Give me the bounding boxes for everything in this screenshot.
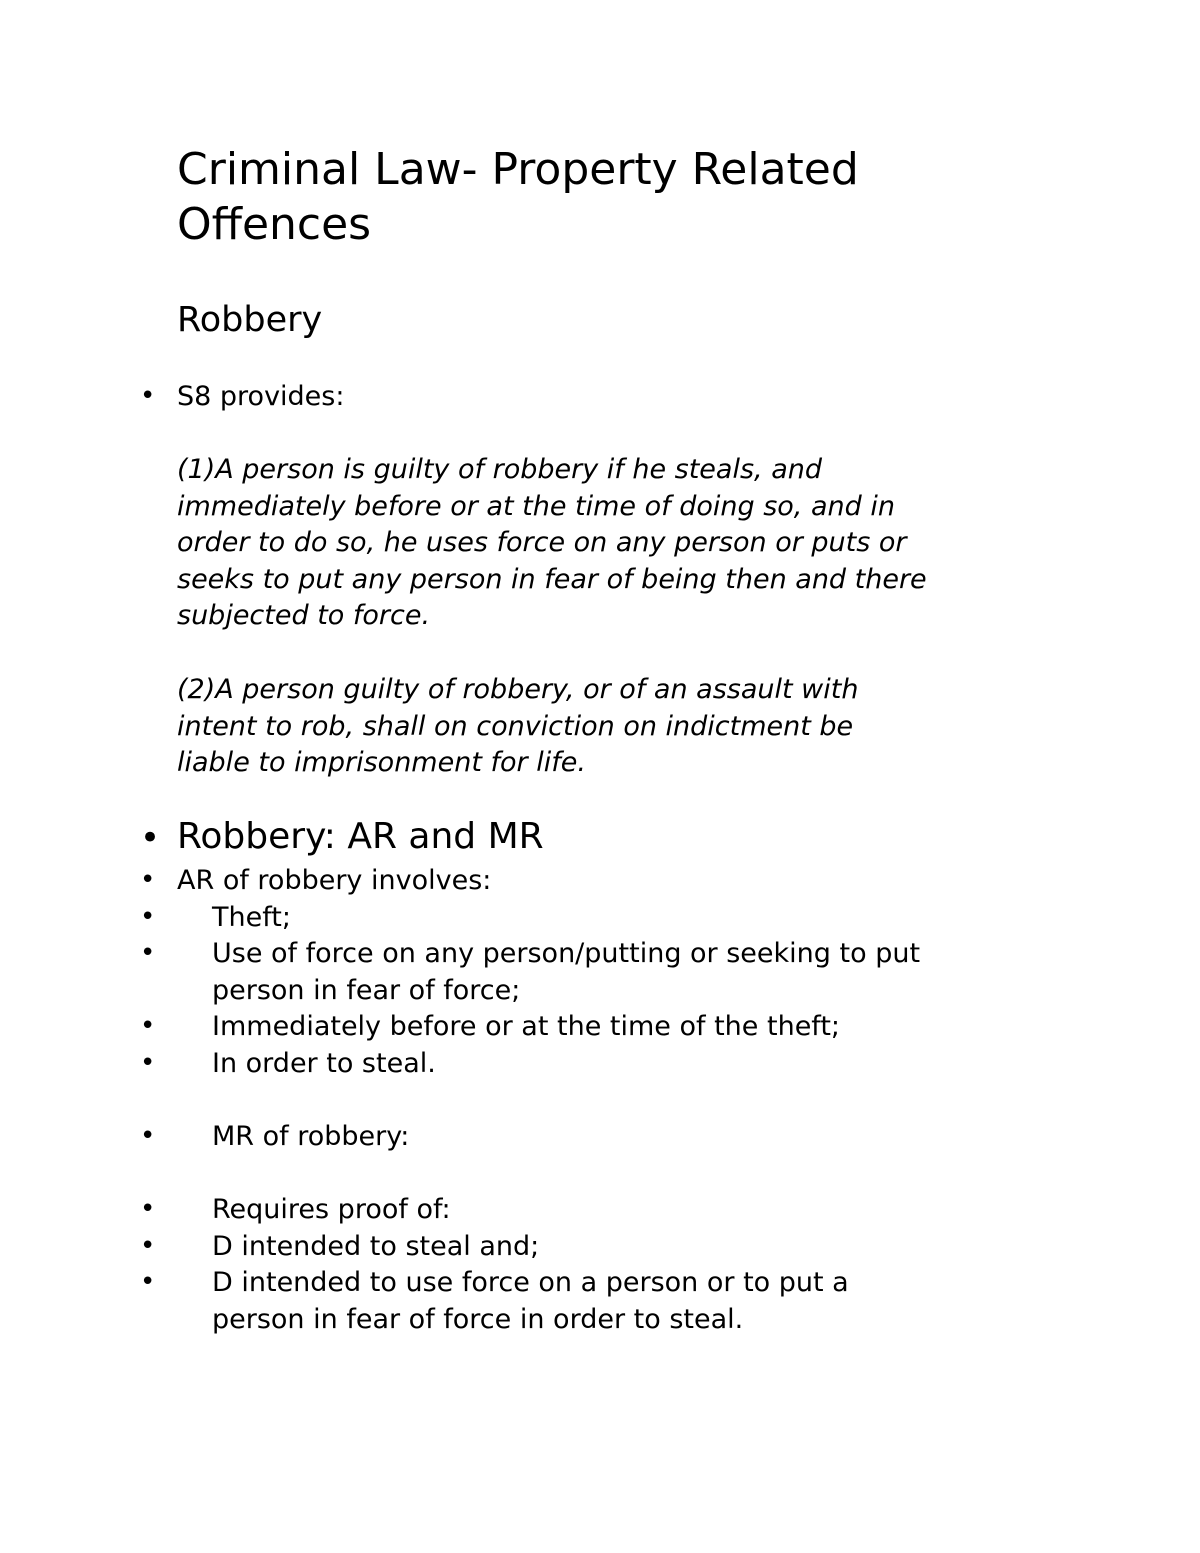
quote-1-line: immediately before or at the time of doing so, and in (177, 490, 895, 522)
quote-2-line: liable to imprisonment for life. (177, 747, 586, 778)
ar-item-timing: Immediately before or at the time of the theft; (212, 1011, 841, 1042)
mr-intro: MR of robbery: (212, 1121, 410, 1152)
bullet-marker: • (140, 1231, 156, 1261)
bullet-marker: • (140, 1267, 156, 1297)
ar-item-force-line-1: Use of force on any person/putting or seeking to put (212, 938, 921, 969)
statute-quote-1 (177, 452, 1077, 635)
bullet-marker: • (140, 381, 156, 411)
quote-1-line: subjected to force. (177, 600, 431, 631)
quote-1-line: seeks to put any person in fear of being then and there (177, 563, 927, 595)
ar-intro: AR of robbery involves: (177, 865, 492, 896)
mr-item-intent-steal: D intended to steal and; (212, 1231, 540, 1262)
section-heading-robbery: Robbery (177, 300, 323, 340)
bullet-marker: • (140, 902, 156, 932)
quote-1-line: (1)A person is guilty of robbery if he steals, and (177, 454, 822, 485)
ar-mr-heading: Robbery: AR and MR (177, 816, 544, 857)
quote-1-line: order to do so, he uses force on any person or puts or (177, 527, 907, 558)
quote-2-line: intent to rob, shall on conviction on indictment be (177, 710, 854, 742)
bullet-marker: • (140, 1194, 156, 1224)
bullet-marker: • (140, 1121, 156, 1151)
ar-item-purpose: In order to steal. (212, 1048, 436, 1079)
quote-2-line: (2)A person guilty of robbery, or of an assault with (177, 674, 859, 705)
mr-item-intent-force-line-2: person in fear of force in order to steal. (212, 1304, 744, 1335)
ar-item-theft: Theft; (212, 902, 291, 933)
ar-item-force-line-2: person in fear of force; (212, 975, 521, 1006)
bullet-marker: • (140, 865, 156, 895)
bullet-marker: • (140, 938, 156, 968)
statute-quote-2 (177, 672, 1077, 782)
s8-intro: S8 provides: (177, 381, 345, 412)
bullet-marker: • (140, 1048, 156, 1078)
title-line-2: Offences (177, 199, 372, 250)
bullet-marker: • (140, 818, 161, 858)
document-title (177, 142, 1077, 252)
mr-item-requires: Requires proof of: (212, 1194, 451, 1225)
bullet-marker: • (140, 1011, 156, 1041)
title-line-1: Criminal Law- Property Related (177, 144, 859, 195)
mr-item-intent-force-line-1: D intended to use force on a person or to put a (212, 1267, 849, 1298)
